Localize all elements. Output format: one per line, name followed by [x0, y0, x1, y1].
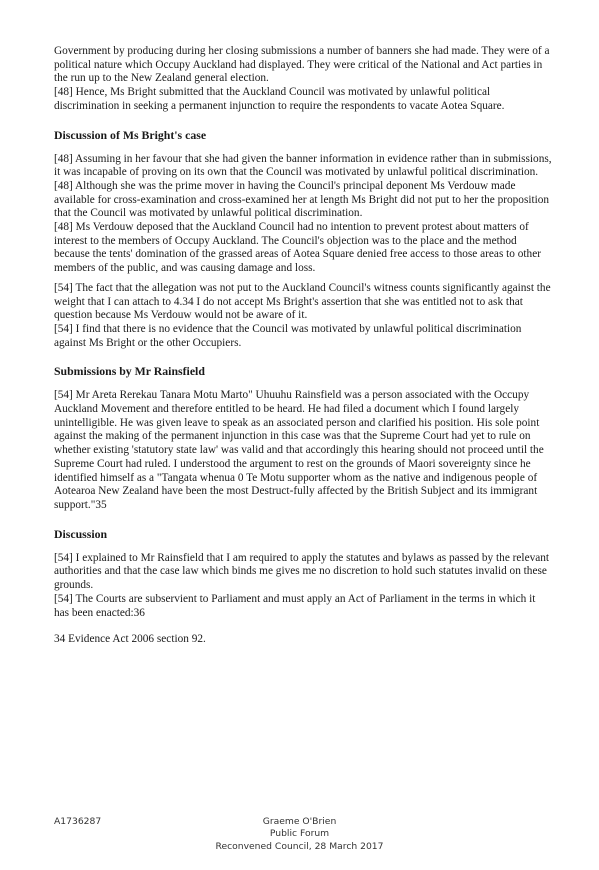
- document-body: [54, 45, 552, 647]
- heading-submissions-rainsfield: Submissions by Mr Rainsfield: [54, 364, 205, 379]
- paragraph-48-verdouw: [48] Ms Verdouw deposed that the Auckland Council had no intention to prevent protest about matters of interest to the members of Occupy Auckland. The Council's objection was to the place and the method because the tents' domination of the grassed areas of Aotea Square denied free access to those areas to other members of the public, and was causing damage and loss.: [54, 221, 541, 275]
- paragraph-48-although: [48] Although she was the prime mover in having the Council's principal deponent Ms Verdouw made available for cross-examination and cross-examined her at length Ms Bright did not put to her the proposition that the Council was motivated by unlawful political discrimination.: [54, 179, 550, 220]
- paragraph-54-areta: [54] Mr Areta Rerekau Tanara Motu Marto" Uhuuhu Rainsfield was a person associated with the Occupy Auckland Movement and therefore entitled to be heard. He had filed a document which I found largely unintelligible. He was given leave to speak as an associated person and clarified his position. His sole point against the making of the permanent injunction in this case was that the Supreme Court had yet to rule on whether existing 'statutory state law' was valid and that accordingly this hearing should not proceed until the Supreme Court had ruled. I understood the argument to rest on the grounds of Maori sovereignty since he identified himself as a "Tangata whenua 0 Te Motu supporter whom as the native and indigenous people of Aotearoa New Zealand have been the most Destruct-fully affected by the British Subject and its immigrant support."35: [54, 389, 544, 511]
- paragraph-48-hence: [48] Hence, Ms Bright submitted that the Auckland Council was motivated by unlawful political discrimination in seeking a permanent injunction to require the respondents to vacate Aotea Square.: [54, 86, 505, 112]
- footer-forum: Public Forum: [269, 828, 330, 840]
- footer-name: Graeme O'Brien: [262, 816, 337, 827]
- paragraph-54-fact: [54] The fact that the allegation was not put to the Auckland Council's witness counts significantly against the weight that I can attach to 4.34 I do not accept Ms Bright's assertion that she was entitled not to ask that question because Ms Verdouw would not be aware of it.: [54, 281, 551, 322]
- heading-discussion: Discussion: [54, 526, 108, 541]
- intro-paragraph: Government by producing during her closing submissions a number of banners she had made. They were of a political nature which Occupy Auckland had displayed. They were critical of the National and Act parties in the run up to the New Zealand general election.: [54, 45, 550, 85]
- paragraph-54-find: [54] I find that there is no evidence that the Council was motivated by unlawful political discrimination against Ms Bright or the other Occupiers.: [54, 322, 522, 349]
- paragraph-54-courts: [54] The Courts are subservient to Parliament and must apply an Act of Parliament in the terms in which it has been enacted:36: [54, 592, 536, 619]
- footnote-34: 34 Evidence Act 2006 section 92.: [54, 633, 206, 646]
- footer-center-block: [0, 816, 599, 853]
- heading-discussion-bright: Discussion of Ms Bright's case: [54, 127, 207, 142]
- paragraph-54-explained: [54] I explained to Mr Rainsfield that I am required to apply the statutes and bylaws as passed by the relevant authorities and that the case law which binds me gives me no discretion to hold such statutes invalid on these grounds.: [54, 551, 550, 592]
- paragraph-48-assuming: [48] Assuming in her favour that she had given the banner information in evidence rather than in submissions, it was incapable of proving on its own that the Council was motivated by unlawful political discrimination.: [54, 152, 552, 179]
- footer-meeting: Reconvened Council, 28 March 2017: [215, 840, 384, 852]
- footer-doc-id: A1736287: [54, 816, 102, 827]
